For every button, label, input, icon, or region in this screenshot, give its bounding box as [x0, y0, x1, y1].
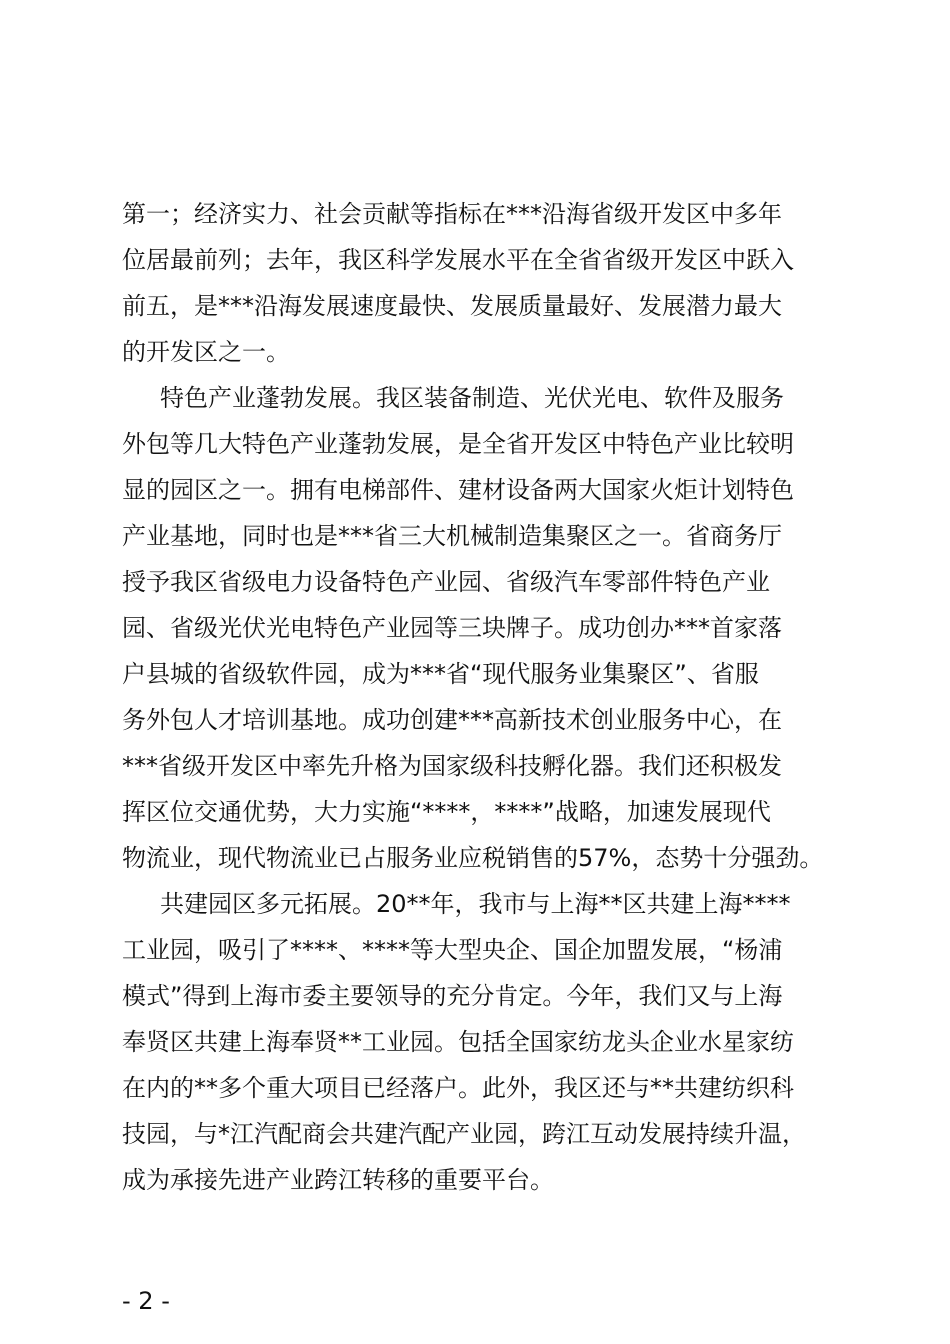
body-text-line: 成为承接先进产业跨江转移的重要平台。	[122, 1166, 554, 1194]
body-text-line: 的开发区之一。	[122, 338, 290, 366]
body-text-line: 产业基地，同时也是***省三大机械制造集聚区之一。省商务厅	[122, 522, 782, 550]
body-text-line: 在内的**多个重大项目已经落户。此外，我区还与**共建纺织科	[122, 1074, 794, 1102]
body-text-line: 工业园，吸引了****、****等大型央企、国企加盟发展，“杨浦	[122, 936, 783, 964]
body-text-line: 奉贤区共建上海奉贤**工业园。包括全国家纺龙头企业水星家纺	[122, 1028, 794, 1056]
body-text-line: 授予我区省级电力设备特色产业园、省级汽车零部件特色产业	[122, 568, 770, 596]
body-text-line: 位居最前列；去年，我区科学发展水平在全省省级开发区中跃入	[122, 246, 794, 274]
body-text-line: 前五，是***沿海发展速度最快、发展质量最好、发展潜力最大	[122, 292, 782, 320]
paragraph-heading-line: 共建园区多元拓展。20**年，我市与上海**区共建上海****	[160, 890, 791, 918]
body-text-line: 显的园区之一。拥有电梯部件、建材设备两大国家火炬计划特色	[122, 476, 794, 504]
page-number: - 2 -	[122, 1287, 170, 1315]
body-text-line: 技园，与*江汽配商会共建汽配产业园，跨江互动发展持续升温，	[122, 1120, 806, 1148]
body-text-line: 户县城的省级软件园，成为***省“现代服务业集聚区”、省服	[122, 660, 759, 688]
body-text-line: 模式”得到上海市委主要领导的充分肯定。今年，我们又与上海	[122, 982, 783, 1010]
body-text-line: ***省级开发区中率先升格为国家级科技孵化器。我们还积极发	[122, 752, 782, 780]
body-text-line: 物流业，现代物流业已占服务业应税销售的57%，态势十分强劲。	[122, 844, 824, 872]
body-text-line: 外包等几大特色产业蓬勃发展，是全省开发区中特色产业比较明	[122, 430, 794, 458]
body-text-line: 挥区位交通优势，大力实施“****，****”战略，加速发展现代	[122, 798, 771, 826]
body-text-line: 园、省级光伏光电特色产业园等三块牌子。成功创办***首家落	[122, 614, 782, 642]
body-text-line: 第一；经济实力、社会贡献等指标在***沿海省级开发区中多年	[122, 200, 782, 228]
paragraph-heading-line: 特色产业蓬勃发展。我区装备制造、光伏光电、软件及服务	[160, 384, 784, 412]
body-text-line: 务外包人才培训基地。成功创建***高新技术创业服务中心，在	[122, 706, 782, 734]
